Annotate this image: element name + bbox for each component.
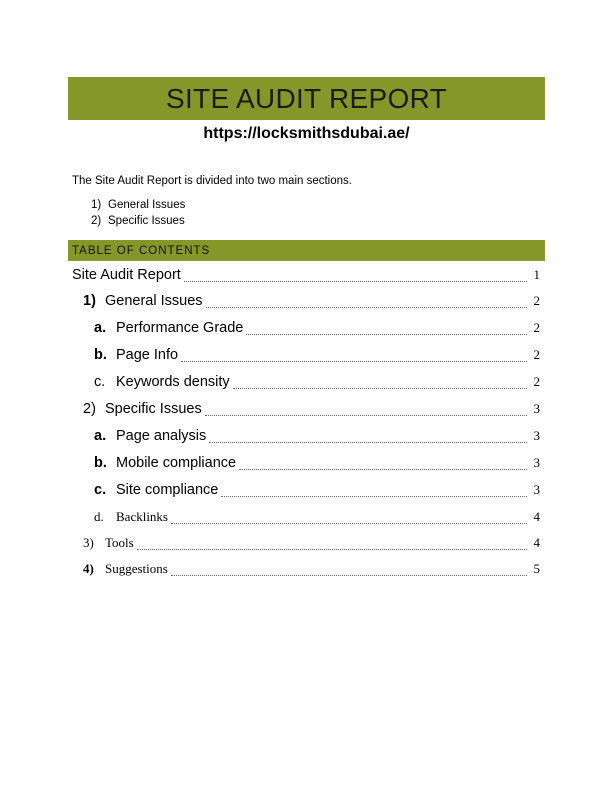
intro-list-label: Specific Issues [108, 215, 185, 227]
toc-leader-dots [181, 360, 527, 362]
toc-leader-dots [137, 548, 527, 550]
toc-leader-dots [233, 387, 527, 389]
toc-entry[interactable] [94, 509, 540, 529]
toc-entry-number: a. [94, 428, 107, 444]
toc-heading-bar [68, 240, 545, 261]
toc-entry-number: 2) [83, 401, 96, 417]
toc-entry[interactable] [94, 347, 540, 367]
toc-entry-number: b. [94, 455, 107, 471]
toc-entry-number: 4) [83, 561, 94, 576]
toc-entry[interactable] [83, 561, 540, 581]
toc-entry-label: Mobile compliance [116, 455, 237, 471]
toc-entry-number: b. [94, 347, 107, 363]
toc-page-number: 3 [533, 401, 540, 416]
toc-entry[interactable] [83, 293, 540, 313]
toc-page-number: 2 [533, 320, 540, 335]
toc-page-number: 5 [533, 561, 540, 576]
toc-leader-dots [206, 306, 527, 308]
toc-entry[interactable] [72, 267, 540, 287]
title-banner [68, 77, 545, 120]
toc-entry-number: d. [94, 509, 104, 524]
toc-leader-dots [171, 522, 527, 524]
toc-entry[interactable] [94, 482, 540, 502]
toc-leader-dots [184, 280, 527, 282]
toc-entry-number: 1) [83, 293, 96, 309]
toc-entry-label: Page Info [116, 347, 179, 363]
toc-page-number: 4 [533, 509, 540, 524]
toc-leader-dots [205, 414, 527, 416]
toc-entry-number: a. [94, 320, 107, 336]
toc-heading: TABLE OF CONTENTS [72, 244, 211, 257]
toc-entry-label: Backlinks [116, 509, 168, 524]
intro-section-list [91, 198, 185, 230]
toc-entry-number: c. [94, 374, 106, 390]
toc-entry-label: General Issues [105, 293, 203, 309]
toc-entry-label: Site compliance [116, 482, 219, 498]
site-url: https://locksmithsdubai.ae/ [203, 125, 410, 142]
intro-list-item [91, 214, 185, 230]
intro-text: The Site Audit Report is divided into two main sections. [72, 175, 352, 187]
toc-leader-dots [246, 333, 527, 335]
toc-page-number: 3 [533, 482, 540, 497]
toc-entry-number: c. [94, 482, 107, 498]
toc-entry[interactable] [94, 428, 540, 448]
intro-list-number: 2) [91, 215, 102, 227]
toc-entry[interactable] [83, 401, 540, 421]
toc-leader-dots [221, 495, 527, 497]
toc-entry[interactable] [94, 320, 540, 340]
toc-page-number: 3 [533, 455, 540, 470]
toc-entry-label: Site Audit Report [72, 267, 181, 283]
toc-page-number: 4 [533, 535, 540, 550]
toc-entry-label: Performance Grade [116, 320, 244, 336]
toc-entry[interactable] [83, 535, 540, 555]
report-title: SITE AUDIT REPORT [165, 82, 447, 114]
toc-entry-label: Tools [105, 535, 134, 550]
toc-leader-dots [209, 441, 527, 443]
toc-entry-label: Keywords density [116, 374, 230, 390]
toc-entry[interactable] [94, 374, 540, 394]
intro-list-label: General Issues [108, 199, 186, 211]
toc-leader-dots [171, 574, 527, 576]
intro-list-item [91, 198, 185, 214]
toc-page-number: 2 [533, 374, 540, 389]
toc-entry-label: Page analysis [116, 428, 207, 444]
toc-page-number: 2 [533, 347, 540, 362]
intro-list-number: 1) [91, 199, 102, 211]
toc-page-number: 2 [533, 293, 540, 308]
toc-entry-label: Suggestions [105, 561, 168, 576]
toc-entry-label: Specific Issues [105, 401, 202, 417]
toc-page-number: 3 [533, 428, 540, 443]
toc-entry-number: 3) [83, 535, 94, 550]
toc-entry[interactable] [94, 455, 540, 475]
toc-page-number: 1 [533, 267, 540, 282]
toc-leader-dots [239, 468, 527, 470]
